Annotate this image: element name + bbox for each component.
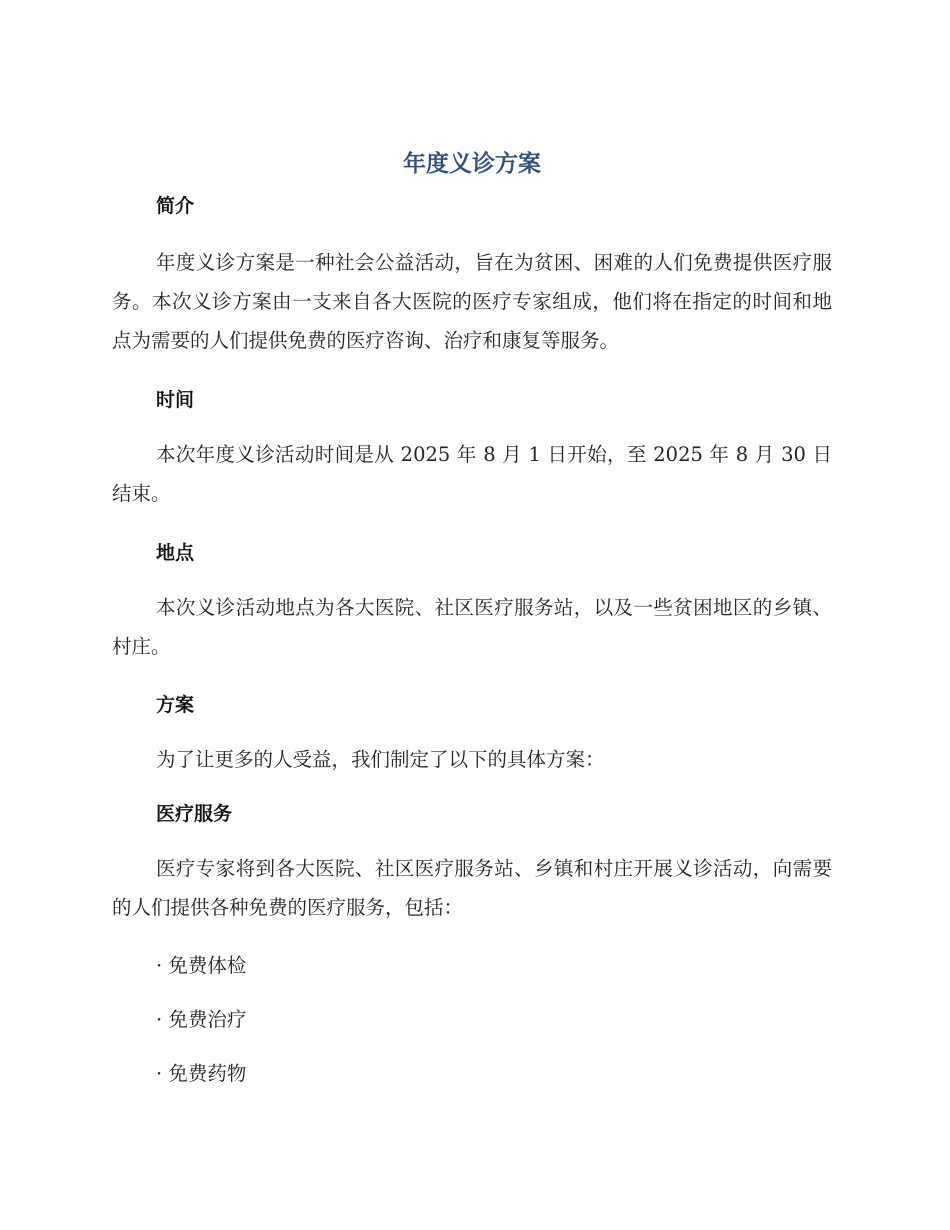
section-location — [112, 539, 832, 666]
section-time — [112, 386, 832, 513]
list-item: · 免费治疗 — [156, 1008, 247, 1031]
section-medical — [112, 800, 832, 927]
list-item: · 免费体检 — [156, 954, 247, 977]
document-title: 年度义诊方案 — [403, 151, 541, 177]
section-heading-location: 地点 — [156, 542, 195, 564]
section-heading-intro: 简介 — [156, 195, 195, 217]
section-paragraph-location: 本次义诊活动地点为各大医院、社区医疗服务站，以及一些贫困地区的乡镇、村庄。 — [112, 596, 832, 658]
section-paragraph-time: 本次年度义诊活动时间是从 2025 年 8 月 1 日开始，至 2025 年 8 月 30 日结束。 — [112, 443, 832, 505]
section-paragraph-medical: 医疗专家将到各大医院、社区医疗服务站、乡镇和村庄开展义诊活动，向需要的人们提供各种免费的医疗服务，包括： — [112, 857, 832, 919]
section-paragraph-plan: 为了让更多的人受益，我们制定了以下的具体方案： — [156, 748, 605, 771]
section-heading-plan: 方案 — [156, 694, 195, 716]
section-heading-time: 时间 — [156, 389, 195, 411]
list-item: · 免费药物 — [156, 1062, 247, 1085]
section-heading-medical: 医疗服务 — [156, 803, 233, 825]
section-plan — [112, 691, 832, 779]
section-intro — [112, 192, 832, 360]
section-paragraph-intro: 年度义诊方案是一种社会公益活动，旨在为贫困、困难的人们免费提供医疗服务。本次义诊方案由一支来自各大医院的医疗专家组成，他们将在指定的时间和地点为需要的人们提供免费的医疗咨询、治疗和康复等服务。 — [112, 251, 832, 352]
